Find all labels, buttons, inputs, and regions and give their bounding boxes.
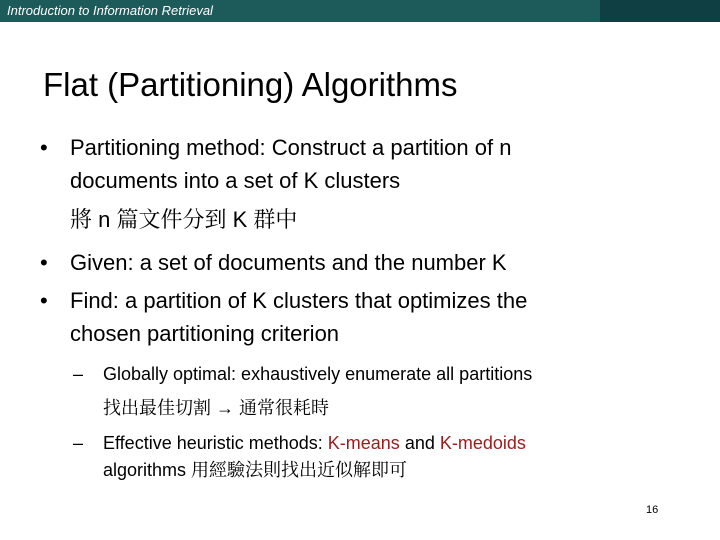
sub-bullet-2-line-2: algorithms 用經驗法則找出近似解即可: [103, 460, 408, 480]
bullet-dot: •: [40, 288, 48, 313]
bullet-1-line-2: documents into a set of K clusters: [70, 168, 401, 193]
bullet-dot: •: [40, 135, 48, 160]
header-accent-block: [600, 0, 720, 22]
sub-bullet-dash: –: [73, 433, 84, 453]
sub-bullet-2-and: and: [399, 433, 440, 453]
course-title: Introduction to Information Retrieval: [7, 3, 213, 18]
sub-bullet-2-text: [103, 430, 526, 456]
bullet-dot: •: [40, 250, 48, 275]
sub-bullet-dash: –: [73, 364, 84, 384]
slide-title: Flat (Partitioning) Algorithms: [43, 66, 458, 103]
bullet-2-line-1: Given: a set of documents and the number K: [70, 250, 507, 275]
bullet-1-chinese-note: 將 n 篇文件分到 K 群中: [70, 207, 298, 232]
bullet-3-line-1: Find: a partition of K clusters that optimizes the: [70, 288, 528, 313]
slide-number: 16: [646, 504, 659, 516]
bullet-1-line-1: Partitioning method: Construct a partition of n: [70, 135, 512, 160]
kmeans-term: K-means: [327, 433, 400, 453]
sub-bullet-2-prefix: Effective heuristic methods:: [103, 433, 328, 453]
kmedoids-term: K-medoids: [439, 433, 526, 453]
bullet-3-line-2: chosen partitioning criterion: [70, 321, 340, 346]
sub-bullet-1-chinese-note: 找出最佳切割 → 通常很耗時: [103, 398, 330, 418]
header-bar: [0, 0, 600, 22]
sub-bullet-1-text: Globally optimal: exhaustively enumerate all partitions: [103, 364, 533, 384]
